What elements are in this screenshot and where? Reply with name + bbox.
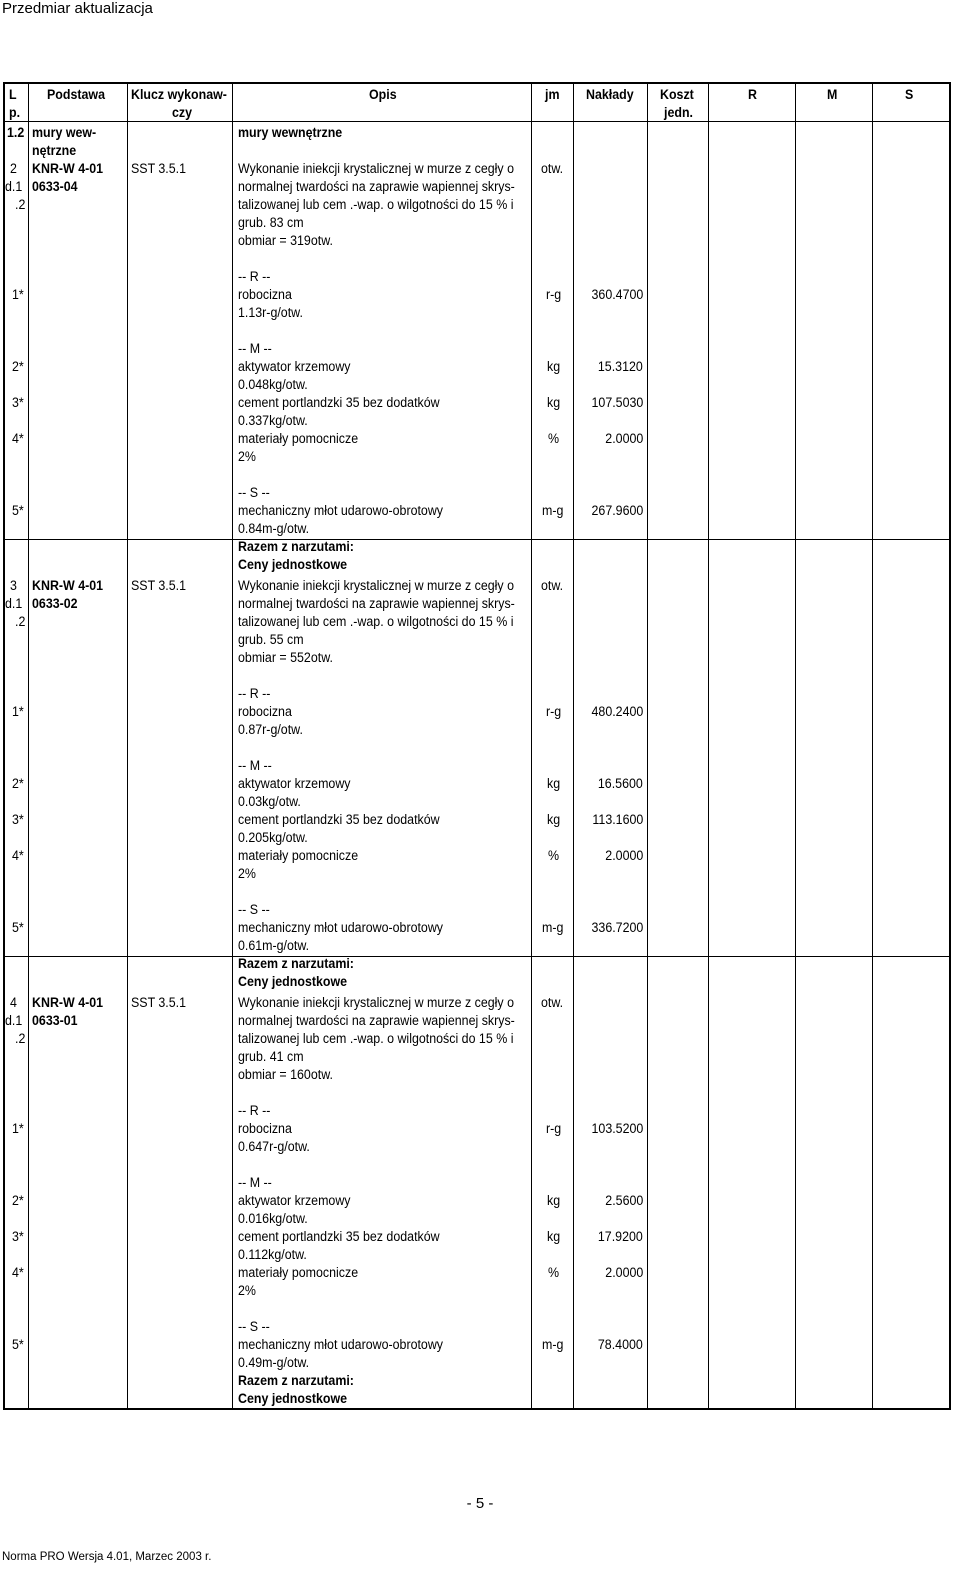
section-lp: 1.2	[7, 125, 25, 140]
resource-quantity: 2.0000	[605, 1265, 643, 1280]
item-obmiar: obmiar = 552otw.	[238, 650, 333, 665]
estimate-table	[3, 82, 951, 1410]
item-lp: 4	[10, 995, 17, 1010]
header-klucz: Klucz wykonaw-	[131, 87, 227, 102]
document-title: Przedmiar aktualizacja	[2, 0, 153, 17]
resource-norm: 0.205kg/otw.	[238, 830, 308, 845]
resource-name: robocizna	[238, 287, 292, 302]
resource-name: aktywator krzemowy	[238, 776, 351, 791]
section-name: mury wew-	[32, 125, 97, 140]
resource-norm: 0.03kg/otw.	[238, 794, 301, 809]
item-lp: 3	[10, 578, 17, 593]
resource-name: aktywator krzemowy	[238, 359, 351, 374]
header-r: R	[748, 87, 757, 102]
resource-num: 3*	[12, 395, 24, 410]
ceny-label: Ceny jednostkowe	[238, 974, 348, 989]
resource-quantity: 2.5600	[605, 1193, 643, 1208]
resource-num: 5*	[12, 1337, 24, 1352]
item-opis: normalnej twardości na zaprawie wapiennej skrys-	[238, 1013, 515, 1028]
resource-name: mechaniczny młot udarowo-obrotowy	[238, 503, 444, 518]
resource-num: 2*	[12, 359, 24, 374]
item-jm: otw.	[541, 161, 564, 176]
resource-quantity: 480.2400	[591, 704, 643, 719]
resource-group-header: -- R --	[238, 1103, 271, 1118]
item-podstawa: 0633-01	[32, 1013, 78, 1028]
section-opis: mury wewnętrzne	[238, 125, 343, 140]
resource-group-header: -- M --	[238, 758, 272, 773]
resource-group-header: -- M --	[238, 341, 272, 356]
resource-norm: 0.84m-g/otw.	[238, 521, 310, 536]
item-opis: Wykonanie iniekcji krystalicznej w murze z cegły o	[238, 578, 514, 593]
item-podstawa: KNR-W 4-01	[32, 995, 104, 1010]
resource-jm: %	[548, 848, 560, 863]
resource-name: materiały pomocnicze	[238, 848, 359, 863]
resource-jm: m-g	[542, 1337, 564, 1352]
column-divider	[28, 84, 29, 1408]
resource-norm: 0.61m-g/otw.	[238, 938, 310, 953]
resource-name: cement portlandzki 35 bez dodatków	[238, 395, 440, 410]
column-divider	[573, 84, 574, 1408]
resource-norm: 0.647r-g/otw.	[238, 1139, 310, 1154]
header-lp: p.	[9, 105, 21, 120]
resource-quantity: 2.0000	[605, 431, 643, 446]
resource-num: 1*	[12, 704, 24, 719]
column-divider	[647, 84, 648, 1408]
resource-jm: m-g	[542, 920, 564, 935]
resource-num: 4*	[12, 848, 24, 863]
resource-quantity: 267.9600	[591, 503, 643, 518]
column-divider	[872, 84, 873, 1408]
resource-group-header: -- S --	[238, 485, 270, 500]
resource-norm: 0.048kg/otw.	[238, 377, 308, 392]
item-opis: talizowanej lub cem .-wap. o wilgotności do 15 % i	[238, 197, 514, 212]
item-opis: grub. 41 cm	[238, 1049, 304, 1064]
resource-jm: kg	[547, 1229, 561, 1244]
razem-label: Razem z narzutami:	[238, 956, 354, 971]
resource-quantity: 360.4700	[591, 287, 643, 302]
resource-norm: 2%	[238, 449, 256, 464]
column-divider	[127, 84, 128, 1408]
resource-quantity: 336.7200	[591, 920, 643, 935]
header-lp: L	[9, 87, 17, 102]
item-podstawa: KNR-W 4-01	[32, 161, 104, 176]
item-opis: grub. 83 cm	[238, 215, 304, 230]
resource-name: robocizna	[238, 704, 292, 719]
resource-name: mechaniczny młot udarowo-obrotowy	[238, 1337, 444, 1352]
row-divider	[5, 121, 949, 122]
item-obmiar: obmiar = 319otw.	[238, 233, 333, 248]
resource-jm: r-g	[546, 704, 562, 719]
resource-group-header: -- S --	[238, 902, 270, 917]
row-divider	[5, 539, 949, 540]
item-opis: grub. 55 cm	[238, 632, 304, 647]
resource-group-header: -- R --	[238, 269, 271, 284]
header-koszt: Koszt	[660, 87, 694, 102]
resource-norm: 1.13r-g/otw.	[238, 305, 303, 320]
item-opis: normalnej twardości na zaprawie wapiennej skrys-	[238, 179, 515, 194]
resource-group-header: -- R --	[238, 686, 271, 701]
resource-norm: 0.112kg/otw.	[238, 1247, 307, 1262]
razem-label: Razem z narzutami:	[238, 1373, 354, 1388]
item-klucz: SST 3.5.1	[131, 161, 187, 176]
resource-quantity: 107.5030	[591, 395, 643, 410]
item-lp: d.1	[5, 179, 23, 194]
item-opis: normalnej twardości na zaprawie wapiennej skrys-	[238, 596, 515, 611]
header-koszt: jedn.	[664, 105, 693, 120]
resource-norm: 0.016kg/otw.	[238, 1211, 308, 1226]
resource-name: cement portlandzki 35 bez dodatków	[238, 812, 440, 827]
item-klucz: SST 3.5.1	[131, 995, 187, 1010]
resource-name: robocizna	[238, 1121, 292, 1136]
resource-jm: %	[548, 1265, 560, 1280]
resource-jm: kg	[547, 1193, 561, 1208]
resource-num: 1*	[12, 287, 24, 302]
item-obmiar: obmiar = 160otw.	[238, 1067, 333, 1082]
resource-name: mechaniczny młot udarowo-obrotowy	[238, 920, 444, 935]
header-naklady: Nakłady	[586, 87, 634, 102]
resource-jm: kg	[547, 776, 561, 791]
item-lp: d.1	[5, 1013, 23, 1028]
item-podstawa: 0633-02	[32, 596, 78, 611]
item-opis: Wykonanie iniekcji krystalicznej w murze z cegły o	[238, 161, 514, 176]
resource-norm: 0.337kg/otw.	[238, 413, 308, 428]
header-podstawa: Podstawa	[47, 87, 105, 102]
resource-num: 3*	[12, 1229, 24, 1244]
resource-jm: kg	[547, 812, 561, 827]
page-number: - 5 -	[466, 1495, 494, 1512]
resource-norm: 2%	[238, 866, 256, 881]
item-opis: Wykonanie iniekcji krystalicznej w murze z cegły o	[238, 995, 514, 1010]
resource-jm: r-g	[546, 287, 562, 302]
resource-norm: 0.87r-g/otw.	[238, 722, 303, 737]
resource-num: 4*	[12, 431, 24, 446]
resource-quantity: 2.0000	[605, 848, 643, 863]
header-klucz: czy	[172, 105, 193, 120]
column-divider	[795, 84, 796, 1408]
item-opis: talizowanej lub cem .-wap. o wilgotności do 15 % i	[238, 1031, 514, 1046]
resource-quantity: 103.5200	[591, 1121, 643, 1136]
resource-quantity: 78.4000	[598, 1337, 643, 1352]
resource-num: 3*	[12, 812, 24, 827]
item-opis: talizowanej lub cem .-wap. o wilgotności do 15 % i	[238, 614, 514, 629]
item-podstawa: KNR-W 4-01	[32, 578, 104, 593]
item-jm: otw.	[541, 578, 564, 593]
column-divider	[232, 84, 233, 1408]
resource-num: 2*	[12, 776, 24, 791]
item-lp: .2	[15, 614, 26, 629]
header-m: M	[827, 87, 838, 102]
resource-jm: kg	[547, 395, 561, 410]
item-lp: .2	[15, 1031, 26, 1046]
resource-name: materiały pomocnicze	[238, 431, 359, 446]
razem-label: Razem z narzutami:	[238, 539, 354, 554]
item-podstawa: 0633-04	[32, 179, 78, 194]
item-jm: otw.	[541, 995, 564, 1010]
resource-num: 2*	[12, 1193, 24, 1208]
resource-num: 4*	[12, 1265, 24, 1280]
ceny-label: Ceny jednostkowe	[238, 1391, 348, 1406]
item-lp: d.1	[5, 596, 23, 611]
resource-name: cement portlandzki 35 bez dodatków	[238, 1229, 440, 1244]
section-name: nętrzne	[32, 143, 77, 158]
item-lp: .2	[15, 197, 26, 212]
resource-num: 5*	[12, 503, 24, 518]
resource-jm: r-g	[546, 1121, 562, 1136]
resource-norm: 2%	[238, 1283, 256, 1298]
header-s: S	[905, 87, 914, 102]
resource-name: aktywator krzemowy	[238, 1193, 351, 1208]
resource-group-header: -- M --	[238, 1175, 272, 1190]
item-klucz: SST 3.5.1	[131, 578, 187, 593]
resource-norm: 0.49m-g/otw.	[238, 1355, 310, 1370]
resource-jm: kg	[547, 359, 561, 374]
item-lp: 2	[10, 161, 17, 176]
ceny-label: Ceny jednostkowe	[238, 557, 348, 572]
resource-quantity: 15.3120	[598, 359, 643, 374]
resource-num: 1*	[12, 1121, 24, 1136]
row-divider	[5, 956, 949, 957]
header-opis: Opis	[369, 87, 397, 102]
resource-jm: %	[548, 431, 560, 446]
resource-group-header: -- S --	[238, 1319, 270, 1334]
header-jm: jm	[545, 87, 560, 102]
resource-name: materiały pomocnicze	[238, 1265, 359, 1280]
resource-jm: m-g	[542, 503, 564, 518]
resource-quantity: 113.1600	[592, 812, 643, 827]
column-divider	[708, 84, 709, 1408]
software-version: Norma PRO Wersja 4.01, Marzec 2003 r.	[2, 1551, 212, 1563]
resource-num: 5*	[12, 920, 24, 935]
resource-quantity: 17.9200	[598, 1229, 643, 1244]
column-divider	[531, 84, 532, 1408]
resource-quantity: 16.5600	[598, 776, 643, 791]
